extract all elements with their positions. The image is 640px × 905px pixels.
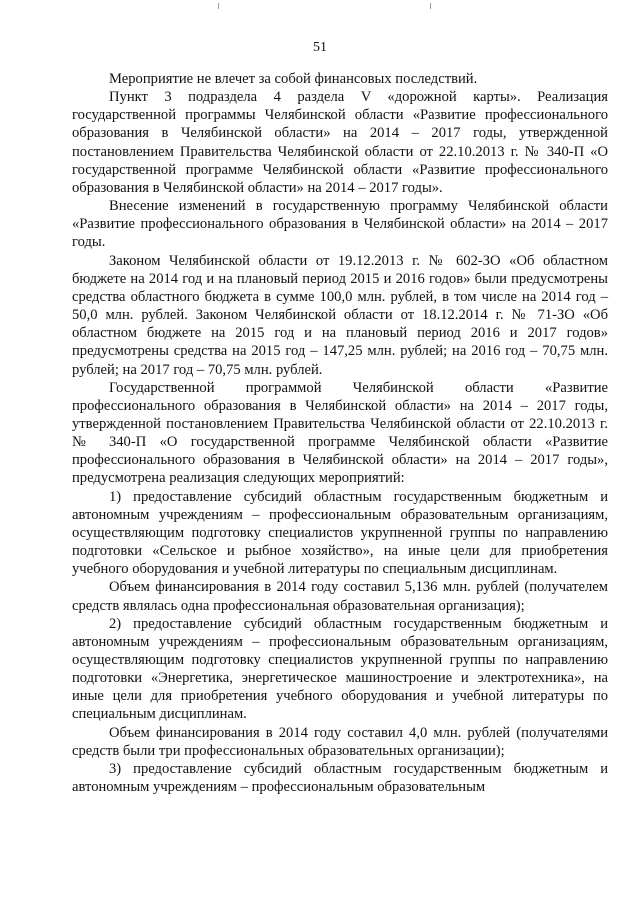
- paragraph-funding-2014-energy: Объем финансирования в 2014 году составил 4,0 млн. рублей (получателями средств были три профессиональных образовательных организации);: [72, 724, 608, 759]
- paragraph-program-measures: Государственной программой Челябинской области «Развитие профессионального образования в Челябинской области» на 2014 – 2017 годы, утвержденной постановлением Правительства Челябинской области от 22.10.2013 г. № 340-П «О государственной программе Челябинской области «Развитие профессионального образования в Челябинской области» на 2014 – 2017 годы», предусмотрена реализация следующих мероприятий:: [72, 379, 608, 487]
- paragraph-no-financial-consequences: Мероприятие не влечет за собой финансовых последствий.: [109, 71, 478, 87]
- scan-edge-mark: [218, 3, 219, 9]
- document-body: [72, 70, 608, 796]
- list-item-3-subsidies: 3) предоставление субсидий областным государственным бюджетным и автономным учреждениям – профессиональным образовательным: [72, 760, 608, 796]
- page-number: 51: [313, 40, 327, 55]
- list-item-1-agriculture-subsidies: 1) предоставление субсидий областным государственным бюджетным и автономным учреждениям – профессиональным образовательным организациям, осуществляющим подготовку специалистов укрупненной группы по направлению подготовки «Сельское и рыбное хозяйство», на иные цели для приобретения учебного оборудования и учебной литературы по специальным дисциплинам.: [72, 488, 608, 578]
- paragraph-budget-law: Законом Челябинской области от 19.12.2013 г. № 602-ЗО «Об областном бюджете на 2014 год и на плановый период 2015 и 2016 годов» были предусмотрены средства областного бюджета в сумме 100,0 млн. рублей, в том числе на 2014 год – 50,0 млн. рублей. Законом Челябинской области от 18.12.2014 г. № 71-ЗО «Об областном бюджете на 2015 год и на плановый период 2016 и 2017 годов» предусмотрены средства на 2015 год – 147,25 млн. рублей; на 2016 год – 70,75 млн. рублей; на 2017 год – 70,75 млн. рублей.: [72, 252, 608, 378]
- paragraph-program-amendments: Внесение изменений в государственную программу Челябинской области «Развитие профессионального образования в Челябинской области» на 2014 – 2017 годы.: [72, 198, 608, 251]
- scan-edge-mark: [430, 3, 431, 9]
- list-item-2-energy-subsidies: 2) предоставление субсидий областным государственным бюджетным и автономным учреждениям – профессиональным образовательным организациям, осуществляющим подготовку специалистов укрупненной группы по направлению подготовки «Энергетика, энергетическое машиностроение и электротехника», на иные цели для приобретения учебного оборудования и учебной литературы по специальным дисциплинам.: [72, 615, 608, 723]
- paragraph-funding-2014-agriculture: Объем финансирования в 2014 году составил 5,136 млн. рублей (получателем средств являлась одна профессиональная образовательная организация);: [72, 579, 608, 614]
- paragraph-roadmap-item-3: Пункт 3 подраздела 4 раздела V «дорожной карты». Реализация государственной программы Челябинской области «Развитие профессионального образования в Челябинской области» на 2014 – 2017 годы, утвержденной постановлением Правительства Челябинской области от 22.10.2013 г. № 340-П «О государственной программе Челябинской области «Развитие профессионального образования в Челябинской области» на 2014 – 2017 годы».: [72, 89, 608, 196]
